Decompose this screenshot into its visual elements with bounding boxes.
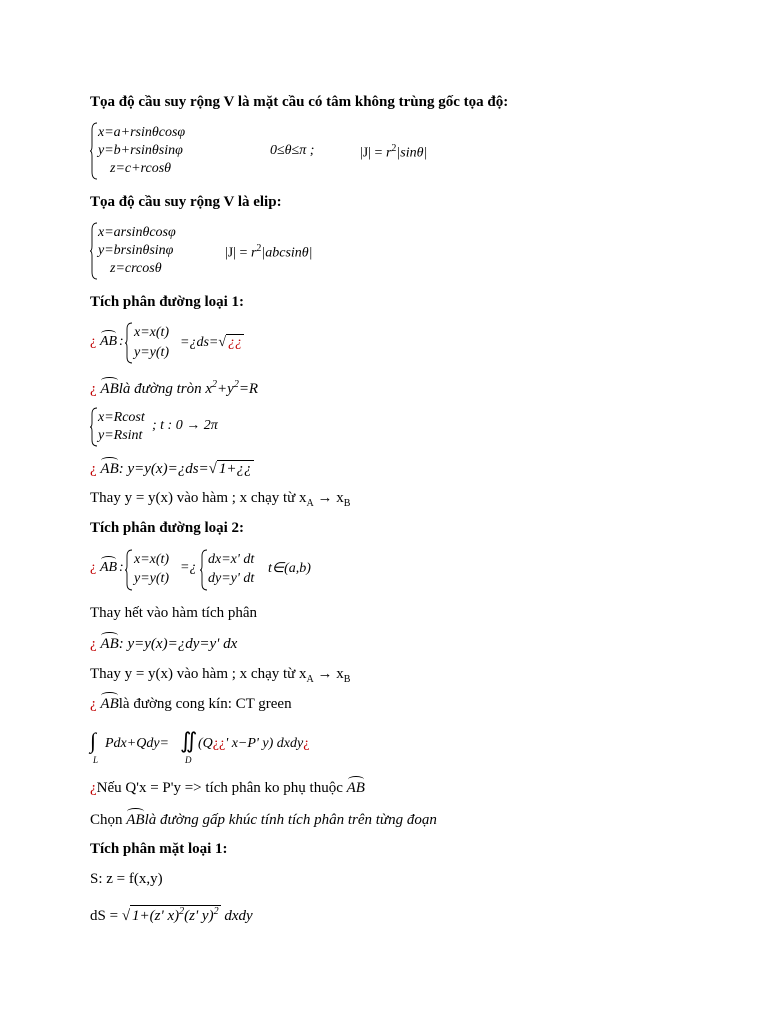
integral-icon: ∫	[90, 728, 97, 753]
unknown-glyph: ¿	[90, 636, 97, 652]
t-range: ; t : 0 → 2π	[152, 418, 218, 433]
ds-expression	[180, 334, 244, 351]
exp: 2	[233, 379, 239, 390]
arc-ab: AB	[100, 696, 119, 712]
subscript-a: A	[306, 674, 314, 685]
arc-ab: AB	[100, 381, 119, 397]
jacobian-exp: 2	[256, 243, 262, 254]
substitute-note-2	[90, 666, 350, 685]
dx-def: dx=x' dt	[208, 552, 255, 567]
ds-label: =¿ds=√	[180, 335, 227, 350]
left-brace-icon	[90, 222, 98, 280]
colon: :	[119, 560, 124, 575]
theta-range: 0≤θ≤π ;	[270, 143, 315, 158]
system-row-x: x=a+rsinθcosφ	[98, 125, 186, 140]
green-rhs	[198, 736, 309, 752]
plus-y: +y	[217, 381, 234, 397]
jacobian-label: |J| =	[360, 145, 386, 161]
heading-line-integral-1: Tích phân đường loại 1:	[90, 294, 245, 310]
heading-surface-integral-1: Tích phân mặt loại 1:	[90, 841, 228, 857]
circle-param	[90, 407, 490, 449]
arc-ab: AB	[100, 461, 119, 477]
green-text: là đường cong kín: CT green	[118, 696, 292, 712]
unknown-glyph: ¿	[90, 560, 97, 575]
dy-def: dy=y' dt	[208, 571, 255, 586]
green-lhs: Pdx+Qdy=	[105, 736, 169, 751]
rhs-rest: ' x−P' y) dxdy	[225, 736, 304, 751]
left-brace-icon	[125, 322, 133, 364]
arc-ab: AB	[126, 812, 145, 828]
unknown-glyph: ¿	[90, 381, 97, 397]
param-x: x=Rcost	[98, 410, 145, 425]
param-x: x=x(t)	[134, 325, 170, 340]
arrow-text: → x	[313, 666, 344, 682]
system-row-z: z=c+rcosθ	[110, 161, 172, 176]
left-brace-icon	[200, 549, 208, 591]
line-integral-2-param	[90, 549, 490, 593]
dxdy: dxdy	[220, 908, 253, 924]
arc-ab: AB	[100, 334, 118, 349]
double-integral-icon: ∬	[180, 728, 198, 753]
integral-subscript: L	[93, 755, 99, 765]
jacobian	[360, 143, 427, 162]
radicand	[130, 905, 221, 925]
arrow-text: → x	[313, 490, 344, 506]
arc-ab: AB	[100, 636, 119, 652]
ellipse-system	[90, 222, 490, 282]
subscript-b: B	[343, 498, 351, 509]
green-formula	[90, 724, 490, 770]
colon: :	[119, 334, 124, 349]
substitute-note-1	[90, 490, 350, 509]
unknown-glyph: ¿	[90, 696, 97, 712]
exp: 2	[179, 906, 185, 917]
radicand-part-1: 1+(z' x)	[132, 908, 180, 924]
jacobian-r: r	[385, 145, 392, 161]
polyline-note	[90, 812, 437, 829]
substitute-all-note: Thay hết vào hàm tích phân	[90, 605, 258, 621]
equals-r: =R	[238, 381, 259, 397]
ds-label: dS =	[90, 908, 122, 924]
unknown-glyph: ¿	[90, 461, 97, 477]
subscript-b: B	[343, 674, 351, 685]
jacobian-label: |J| =	[225, 245, 251, 261]
arc-ab: AB	[100, 560, 118, 575]
radicand: 1+¿¿	[218, 461, 252, 477]
independence-text: Nếu Q'x = P'y => tích phân ko phụ thuộc	[96, 780, 347, 796]
radicand-part-2: (z' y)	[184, 908, 214, 924]
surface-element: dS = √ 1+(z' x)$^2$(z' y)$^2$ dxdy	[90, 906, 253, 924]
integral-subscript: D	[185, 755, 192, 765]
exp: 2	[212, 379, 218, 390]
closed-curve-green	[90, 696, 292, 713]
choose-text: Chọn	[90, 812, 127, 828]
jacobian-r: r	[250, 245, 257, 261]
note-text: Thay y = y(x) vào hàm ; x chạy từ x	[90, 666, 307, 682]
circle-text: là đường tròn x	[118, 381, 213, 397]
jacobian-rest: |abcsinθ|	[261, 245, 313, 261]
system-row-y: y=brsinθsinφ	[98, 243, 174, 258]
param-x: x=x(t)	[134, 552, 170, 567]
left-brace-icon	[125, 549, 133, 591]
ds-radicand: ¿¿	[228, 335, 243, 350]
exp: 2	[213, 906, 219, 917]
explicit-curve-dy	[90, 636, 237, 653]
spherical-system	[90, 122, 490, 182]
heading-ellipse-coords: Tọa độ cầu suy rộng V là elip:	[90, 194, 282, 210]
system-row-y: y=b+rsinθsinφ	[98, 143, 183, 158]
arc-ab: AB	[346, 780, 365, 796]
unknown-glyph: ¿	[90, 334, 97, 349]
heading-line-integral-2: Tích phân đường loại 2:	[90, 520, 245, 536]
surface-def: S: z = f(x,y)	[90, 871, 163, 887]
param-y: y=y(t)	[134, 571, 170, 586]
line-integral-1-param	[90, 322, 490, 366]
left-brace-icon	[90, 407, 98, 447]
param-y: y=Rsint	[98, 428, 143, 443]
jacobian-rest: |sinθ|	[396, 145, 428, 161]
independence-note	[90, 780, 365, 797]
dy-text: : y=y(x)=¿dy=y' dx	[118, 636, 238, 652]
system-row-z: z=crcosθ	[110, 261, 162, 276]
system-row-x: x=arsinθcosφ	[98, 225, 176, 240]
param-y: y=y(t)	[134, 345, 170, 360]
heading-spherical-coords: Tọa độ cầu suy rộng V là mặt cầu có tâm không trùng gốc tọa độ:	[90, 94, 509, 110]
circle-statement	[90, 379, 258, 398]
explicit-curve-ds	[90, 460, 254, 478]
polyline-text: là đường gấp khúc tính tích phân trên từng đoạn	[144, 812, 437, 828]
unknown-glyph: ¿¿	[212, 736, 226, 751]
rhs-open: (Q	[198, 736, 213, 751]
jacobian-exp: 2	[391, 143, 397, 154]
jacobian	[225, 243, 313, 262]
t-domain: t∈(a,b)	[268, 561, 311, 576]
unknown-glyph: ¿	[90, 780, 97, 796]
subscript-a: A	[306, 498, 314, 509]
left-brace-icon	[90, 122, 98, 180]
note-text: Thay y = y(x) vào hàm ; x chạy từ x	[90, 490, 307, 506]
equals-glyph: =¿	[180, 560, 197, 575]
explicit-curve-text: : y=y(x)=¿ds=√	[118, 461, 217, 477]
unknown-glyph: ¿	[303, 736, 310, 751]
